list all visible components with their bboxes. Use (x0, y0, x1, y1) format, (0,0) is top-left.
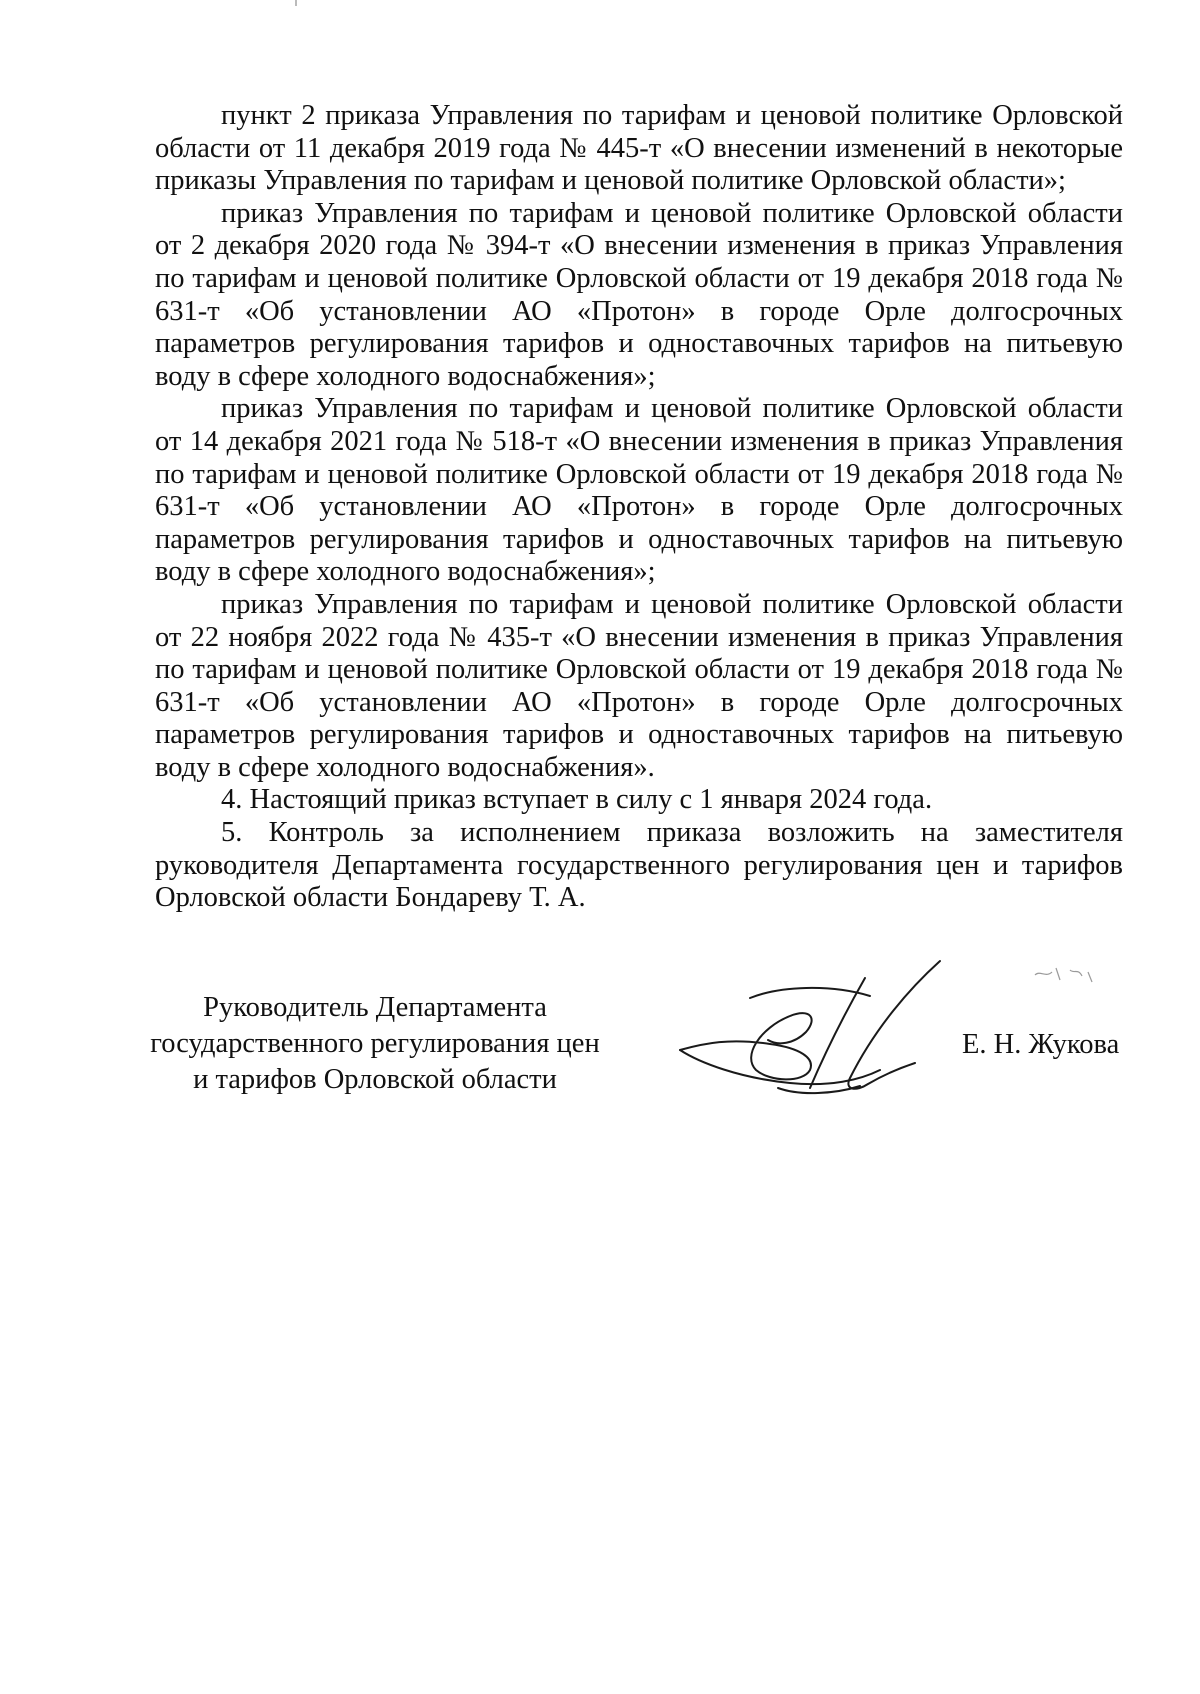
faint-mark (1030, 960, 1100, 990)
paragraph-item-1: пункт 2 приказа Управления по тарифам и ценовой политике Орловской области от 11 декабря 2019 года № 445-т «О внесении изменений в некоторые приказы Управления по тарифам и ценовой политике Орловской области»; (155, 100, 1123, 197)
position-line-2: государственного регулирования цен (150, 1028, 600, 1059)
paragraph-clause-4: 4. Настоящий приказ вступает в силу с 1 января 2024 года. (221, 784, 933, 816)
position-line-1: Руководитель Департамента (203, 992, 547, 1023)
paragraph-item-3: приказ Управления по тарифам и ценовой политике Орловской области от 14 декабря 2021 года № 518-т «О внесении изменения в приказ Управления по тарифам и ценовой политике Орловской области от 19 декабря 2018 года № 631-т «Об установлении АО «Протон» в городе Орле долгосрочных параметров регулирования тарифов и одноставочных тарифов на питьевую воду в сфере холодного водоснабжения»; (155, 393, 1123, 588)
signatory-position (135, 990, 615, 1098)
paragraph-item-4: приказ Управления по тарифам и ценовой политике Орловской области от 22 ноября 2022 года № 435-т «О внесении изменения в приказ Управления по тарифам и ценовой политике Орловской области от 19 декабря 2018 года № 631-т «Об установлении АО «Протон» в городе Орле долгосрочных параметров регулирования тарифов и одноставочных тарифов на питьевую воду в сфере холодного водоснабжения». (155, 588, 1123, 783)
handwritten-signature (660, 958, 950, 1103)
position-line-3: и тарифов Орловской области (193, 1064, 557, 1095)
document-body (155, 100, 1123, 915)
scan-artifact (295, 0, 297, 6)
paragraph-clause-5: 5. Контроль за исполнением приказа возложить на заместителя руководителя Департамента государственного регулирования цен и тарифов Орловской области Бондареву Т. А. (155, 817, 1123, 914)
signatory-name: Е. Н. Жукова (962, 1029, 1120, 1060)
paragraph-item-2: приказ Управления по тарифам и ценовой политике Орловской области от 2 декабря 2020 года № 394-т «О внесении изменения в приказ Управления по тарифам и ценовой политике Орловской области от 19 декабря 2018 года № 631-т «Об установлении АО «Протон» в городе Орле долгосрочных параметров регулирования тарифов и одноставочных тарифов на питьевую воду в сфере холодного водоснабжения»; (155, 197, 1123, 392)
